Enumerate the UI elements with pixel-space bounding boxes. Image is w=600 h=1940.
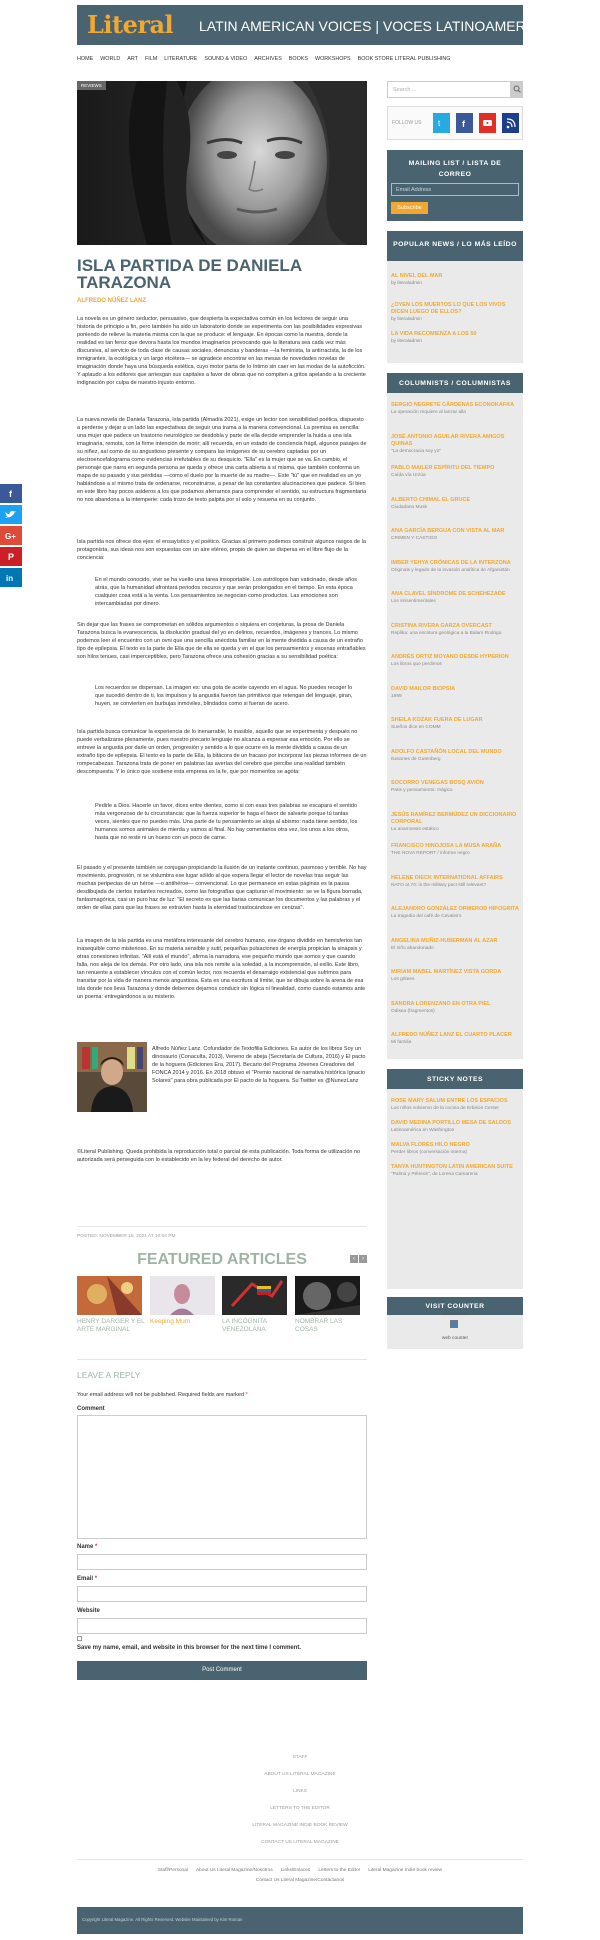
sticky-note-item[interactable] <box>391 1098 521 1112</box>
columnist-item-title[interactable]: IMBER YEHYA CRÓNICAS DE LA INTERZONA <box>391 559 511 566</box>
columnist-item[interactable] <box>391 812 521 833</box>
sticky-note-item[interactable] <box>391 1120 521 1134</box>
columnist-item-subtitle[interactable]: Odisea (fragmentos) <box>391 1008 435 1014</box>
save-info-checkbox[interactable] <box>77 1636 82 1641</box>
subscribe-button[interactable]: Subscribe <box>391 202 428 214</box>
popular-news-title: POPULAR NEWS / LO MÁS LEÍDO <box>387 231 523 261</box>
popular-news-item[interactable] <box>391 273 521 287</box>
rss-icon[interactable] <box>502 113 519 133</box>
columnist-item-title[interactable]: DAVID MAILOR BIOPSIA <box>391 685 456 692</box>
columnist-item-subtitle[interactable]: Ciudadano Musk <box>391 504 427 510</box>
footer-row-1 <box>77 1868 523 1873</box>
sticky-note-item-title[interactable]: ROSE MARY SALUM ENTRE LOS ESPACIOS <box>391 1098 508 1104</box>
reply-note-text: Your email address will not be published. Required fields are marked <box>77 1392 245 1398</box>
email-label <box>77 1576 97 1582</box>
nav-item-art[interactable]: ART <box>127 56 138 62</box>
email-label-text: Email <box>77 1576 94 1582</box>
svg-text:in: in <box>6 574 14 583</box>
columnists-title: COLUMNISTS / COLUMNISTAS <box>387 373 523 393</box>
footer-link-indie-review[interactable]: LITERAL MAGAZINE INDIE BOOK REVIEW <box>252 1823 348 1828</box>
columnist-item-title[interactable]: MIRIAM MABEL MARTÍNEZ VISTA GORDA <box>391 969 502 975</box>
columnist-item[interactable] <box>391 1032 521 1046</box>
columnist-item-subtitle[interactable]: La operación requiere al lanzar alla <box>391 410 466 415</box>
columnist-item-title[interactable]: SOCORRO VENEGAS BOSQ AVIÓN <box>391 780 484 786</box>
share-facebook-button[interactable] <box>0 484 22 503</box>
columnist-item[interactable] <box>391 686 521 700</box>
author-bio: Alfredo Núñez Lanz. Cofundador de Textofilia Ediciones. Es autor de los libros Soy un dinosaurio (Conaculta, 2013), Veneno de abeja (Secretaría de Cultura, 2016) y El pacto de la hoguera (Ediciones Era, 2017). Becario del Programa Jóvenes Creadores del FONCA 2014 y 2016. En 2018 obtuvo el "Premio nacional de narrativa histórica Ignacio Solares" para obra publicada por El pacto de la hoguera. Su Twitter es @NunezLanz <box>152 1046 366 1084</box>
columnist-item-subtitle[interactable]: La tragedia del café de Cavaleiro <box>391 914 462 919</box>
popular-news-item-title[interactable]: AL NIVEL DEL MAR <box>391 273 443 279</box>
columnist-item-title[interactable]: ANDRÉS ORTIZ MOYANO DESDE HYPERION <box>391 654 509 660</box>
sticky-notes-title: STICKY NOTES <box>387 1069 523 1089</box>
columnist-item-title[interactable]: SHEILA KOZAK FUERA DE LUGAR <box>391 717 483 723</box>
columnist-item-title[interactable]: ANA CLAVEL SÍNDROME DE SCHEHEZADE <box>391 591 506 597</box>
columnist-item-subtitle[interactable]: La anamnesis estático <box>391 826 439 832</box>
name-label <box>77 1544 97 1550</box>
reply-note <box>77 1392 248 1398</box>
columnist-item[interactable] <box>391 434 521 455</box>
featured-next-button[interactable]: › <box>359 1255 367 1263</box>
required-mark: * <box>95 1544 98 1550</box>
leave-reply-title: LEAVE A REPLY <box>77 1370 141 1380</box>
site-logo[interactable]: Literal <box>87 10 174 39</box>
columnist-item-subtitle[interactable]: Los gritees <box>391 977 415 982</box>
columnist-item-title[interactable]: SERGIO NEGRETE CÁRDENAS ECONOKAFKA <box>391 402 515 408</box>
columnist-item[interactable] <box>391 749 521 763</box>
columnist-item-title[interactable]: HELENE DIECK INTERNATIONAL AFFAIRS <box>391 874 503 881</box>
popular-news-item-subtitle[interactable]: by literaladmin <box>391 339 422 344</box>
article-paragraph-6: El pasado y el presente también se conjugan propiciando la ilusión de un instante continuo, pasmoso y terrible. No hay movimiento, progresión, ni se vislumbra ese lugar sólido al que espera llegar el lector de novelas tras seguir las muchas peripecias de un héroe —o antihéroe— convencional. Lo que permanece en estas páginas es la pausa desdibujada de ciertos instantes recreados, como las fotografías que capturan el movimiento: se ve la figura borrada, fantasmagórica, casi un puro haz de luz: "El secreto es que las tiarias comunican los documentos y las palabras y el orden de ellas para que las frases se extravíen hasta la eternidad trastocándose en cenizas". <box>77 865 367 911</box>
footer-row-link[interactable]: Staff/Personal <box>157 1868 188 1873</box>
columnist-item[interactable] <box>391 875 521 889</box>
site-tagline: LATIN AMERICAN VOICES | VOCES LATINOAMERICANAS <box>199 18 578 34</box>
columnist-item[interactable] <box>391 906 521 920</box>
share-pinterest-button[interactable] <box>0 547 22 566</box>
footer-link-letters[interactable]: LETTERS TO THE EDITOR <box>270 1806 330 1811</box>
columnist-item[interactable] <box>391 528 521 542</box>
post-date: POSTED: NOVEMBER 15, 2021 AT 10:04 PM <box>77 1234 176 1239</box>
copyright-note: ©Literal Publishing. Queda prohibida la reproducción total o parcial de esta publicación. Toda forma de utilización no autorizada será perseguida con lo establecido en la ley federal del derecho de autor. <box>77 1149 361 1163</box>
counter-caption[interactable]: web counter <box>441 1336 469 1341</box>
columnist-item[interactable] <box>391 591 521 605</box>
columnist-item-subtitle[interactable]: Replika: una escritura geológica a la Balam Rodrigo <box>391 630 502 636</box>
nav-item-books[interactable]: BOOKS <box>288 56 308 62</box>
columnist-item-subtitle[interactable]: Mi familia <box>391 1040 412 1045</box>
save-info-label: Save my name, email, and website in this browser for the next time I comment. <box>77 1645 302 1651</box>
columnist-item-subtitle[interactable]: Paris y pensamiento: mágico <box>391 788 453 793</box>
sticky-note-item-subtitle[interactable]: Los niños volvieron de la cocina de Erbison Center <box>391 1106 499 1111</box>
columnist-item[interactable] <box>391 843 521 857</box>
columnist-item[interactable] <box>391 623 521 637</box>
article-quote-3: Pedirle a Dios. Hacerle un favor, dices entre dientes, como si con esas tres palabras se escapara el sentido más vergonzoso de tu circunstancia: que la fuerza superior te haga el favor de salvarte porque tú tantas veces, sientes que no puedes más. Una parte de tu pensamiento se aloja al abismo: nada tiene sentido, los humanos somos animales de mierda y vamos al final. No hay comentarios otra vez, los unos a los otros, hasta que no reste ni un hueso con un poco de carne. <box>95 803 358 841</box>
sticky-note-item-title[interactable]: DAVID MEDINA PORTILLO MESA DE SALDOS <box>391 1120 511 1126</box>
required-mark: * <box>245 1392 248 1398</box>
svg-text:f: f <box>462 119 465 129</box>
footer-row-link[interactable]: Contact Us Literal Magazine/Contáctanos <box>255 1878 345 1883</box>
columnist-item-subtitle[interactable]: Originals y legado de la invasión analítica de Afganistán <box>391 567 510 573</box>
columnist-item-subtitle[interactable]: CRIMEN Y CASTIGO <box>391 536 438 541</box>
divider <box>77 1859 523 1860</box>
columnist-item-title[interactable]: JESÚS RAMÍREZ BERMÚDEZ UN DICCIONARIO CORPORAL <box>391 811 517 825</box>
comment-textarea[interactable] <box>77 1415 367 1539</box>
search-input[interactable]: Search ... <box>387 81 511 98</box>
article-paragraph-5: Isla partida busca comunicar la experiencia de lo inenarrable, lo inasible, aquello que se experimenta y después no puede verbalizarse plenamente, pues nuestro precario lenguaje no alcanza a expresar esa emoción. Por ello se entreve la angustia por darle un orden, progresión y sentido a lo que ocurre en la mente dividida a causa de un extraño tipo de epilepsia. El texto es la parte de Ella, la bitácora de un fracaso por incorporar las piezas informes de un rompecabezas. Tarazona trata de poner en palabras las averías del cerebro que percibe una realidad también descompuesta. Y lo único que sostiene esta empresa es la fe, que por momentos se agota: <box>77 729 367 775</box>
article-title: ISLA PARTIDA DE DANIELA TARAZONA <box>77 256 302 292</box>
nav-item-archives[interactable]: ARCHIVES <box>254 56 282 62</box>
nav-item-book-store[interactable]: BOOK STORE LITERAL PUBLISHING <box>357 56 451 62</box>
sticky-note-item-title[interactable]: MALVA FLORES HILO NEGRO <box>391 1142 470 1148</box>
sticky-note-item-subtitle[interactable]: Latinoamérica en Washington <box>391 1128 455 1133</box>
featured-image-4[interactable] <box>295 1276 360 1315</box>
footer-row-link[interactable]: Literal Magazine Indie book review <box>368 1868 443 1873</box>
footer-link-staff[interactable]: STAFF <box>292 1755 308 1760</box>
search-icon <box>511 81 523 98</box>
columnist-item-subtitle[interactable]: Sueños dice en COMM <box>391 725 441 730</box>
post-comment-button[interactable]: Post Comment <box>77 1661 367 1680</box>
name-input[interactable] <box>77 1554 367 1570</box>
columnist-item-subtitle[interactable]: Los libros que perdimos <box>391 662 442 667</box>
article-paragraph-2: La nueva novela de Daniela Tarazona, Isla partida (Almadía 2021), exige un lector con sensibilidad poética, dispuesto a perderse y dejar a un lado las expectativas de seguir una trama a la manera convencional. La premisa es sencilla: una mujer que padece un trastorno neurológico se desdobla y parte de ella decide emprender la huida a una isla imaginaria, remota, con la firme intención de morir; allí recuerda, en un estado de conciencia frágil, algunos pasajes de su niñez, así como de su angustioso presente y compara las imágenes de su cerebro captadas por un electroencefalograma como evidencias irrefutables de su desquicio. "Ella" es la mujer que se va. En cambio, el personaje que narra en segunda persona se queda y ofrece una carta abierta a sí misma, que también conforma un mapa de su pasado y sus pérdidas —como el duelo por la muerte de su madre—. Este "tú" que en realidad es un yo hablándose a sí mismo trata de ordenarse, reconstruirse, a pesar de las constantes alucinaciones que padece. Si bien en este libro hay pocos asideros a los que podamos aferrarnos para comprender el sentido, su estructura fragmentaria no nos abandona a la intemperie: cada trozo de texto palpita por sí solo y resuena en su conjunto. <box>77 417 367 503</box>
columnist-item-subtitle[interactable]: Ilusiones de Gutenberg <box>391 756 441 762</box>
sticky-notes-body <box>387 1089 523 1289</box>
nav-item-world[interactable]: WORLD <box>100 56 121 62</box>
article-quote-1: En el mundo conocido, vivir se ha vuelto una tarea insoportable. Los astrólogos han vaticinado, desde años atrás, que la humanidad afrontará periodos oscuros y que serán prolongados en el tiempo. En esta época cualquier cosa está a la venta. Los pensamientos se negocian como productos. Las emociones son intercambiadas por dinero. <box>95 577 358 607</box>
footer-row-link[interactable]: About Us Literal Magazine/Nosotros <box>195 1868 273 1873</box>
featured-prev-button[interactable]: ‹ <box>350 1255 358 1263</box>
columnist-item-title[interactable]: ANGELINA MUÑIZ-HUBERMAN AL AZAR <box>391 937 498 944</box>
popular-news-item-subtitle[interactable]: by literaladmin <box>391 317 422 322</box>
nav-item-home[interactable]: HOME <box>77 56 94 62</box>
sticky-note-item-subtitle[interactable]: "Palma y Pétreos", de Lorena Camarena <box>391 1172 478 1177</box>
article-paragraph-1: La novela es un género seductor, persuasivo, que despierta la expectativa común en los lectores de seguir una historia de principio a fin, pero también ha sido un laboratorio donde se experimenta con las posibilidades expresivas poniendo de relieve la materia misma con la que se produce: el lenguaje. En épocas como la nuestra, donde la realidad es tan feroz que devora hasta los mundos imaginarios provocando que la literatura sea cada vez más discursiva, al servicio de toda clase de causas sociales, denuncias y banderas —la feminista, la antirracista, la de los inmigrantes, la ecológica y un largo etcétera— se agradece encontrar en las mesas de novedades novelas de imaginación donde haya una búsqueda estética, cuyo motor parta de lo íntimo sin caer en las modas de la autoficción. Y aplaudo a los editores que arriesgan sus capitales a favor de obras que no compiten a gritos apelando a la creciente indignación por culpa de nuestro injusto entorno. <box>77 316 366 386</box>
footer-row-2 <box>77 1878 523 1883</box>
columnist-item[interactable] <box>391 780 521 794</box>
copyright-bar <box>77 1907 523 1934</box>
comment-label: Comment <box>77 1406 105 1412</box>
footer-link-about[interactable]: ABOUT US LITERAL MAGAZINE <box>264 1772 336 1777</box>
website-label: Website <box>77 1608 100 1614</box>
columnist-item-subtitle[interactable]: 1989 <box>391 693 402 699</box>
columnist-item-subtitle[interactable]: THE NOVA REPORT / informe negro <box>391 851 470 856</box>
footer-row-link[interactable]: Links/Enlaces <box>280 1868 311 1873</box>
featured-label-1[interactable]: HENRY DARGER Y EL ARTE MARGINAL <box>77 1318 145 1333</box>
site-header <box>77 5 578 45</box>
columnist-item[interactable] <box>391 560 521 574</box>
article-paragraph-7: La imagen de la isla partida es una metáfora interesante del cerebro humano, ese órgano dividido en hemisferios tan inasequible como misterioso. En su materia sensible y sutil, pequeñas pulsaciones de energía propician la sinapsis y otras conexiones infinitas. "Allí está el mundo", afirma la narradora, ese pequeño mundo que somos y que cuando falla, nos aleja de los demás. Por otro lado, una isla nos remite a la soledad, a la incomprensión, al exilio. Este libro, tan renuente a establecer vínculos con el común lector, nos recuerda el desarraigo existencial que sufrimos para transitar por la vida de manera menos angustiosa. Esta es una escritura al límite, que se dibuja sobre la arena de esa isla donde nos lleva Tarazona y donde debemos dejarnos conducir sin lógica ni linealidad, como cuando estamos ante un poema: entregándonos a su misterio. <box>77 938 366 1000</box>
columnist-item-subtitle[interactable]: "La democracia soy yo" <box>391 448 442 454</box>
popular-news-item-title[interactable]: LA VIDA RECOMIENZA A LOS 50 <box>391 331 477 337</box>
divider <box>77 1226 367 1227</box>
columnist-item-title[interactable]: ADOLFO CASTAÑÓN LOCAL DEL MUNDO <box>391 748 502 755</box>
featured-image-1[interactable] <box>77 1276 142 1315</box>
share-linkedin-button[interactable] <box>0 568 22 587</box>
nav-item-film[interactable]: FILM <box>144 56 158 62</box>
featured-label-4[interactable]: NOMBRAR LAS COSAS <box>295 1318 343 1333</box>
columnist-item[interactable] <box>391 1001 521 1015</box>
author-photo <box>77 1042 147 1112</box>
article-quote-2: Los recuerdos se dispersan. La imagen es: una gota de aceite cayendo en el agua. No puedes recoger lo que sucedió dentro de ti, los impulsos y la angustia fueron tan primitivos que retengan del lenguaje, giran, huyen, se convierten en burbujas inmóviles, blindados como si fueran de acero. <box>95 685 353 707</box>
youtube-icon[interactable] <box>479 113 496 133</box>
columnist-item[interactable] <box>391 497 521 511</box>
counter-image-icon <box>450 1320 458 1328</box>
columnist-item[interactable] <box>391 402 521 416</box>
columnist-item-title[interactable]: ALEJANDRO GONZÁLEZ ORMEROD HIPOGRITA <box>391 906 519 912</box>
columnist-item[interactable] <box>391 465 521 479</box>
popular-news-item-subtitle[interactable]: by literaladmin <box>391 281 422 286</box>
columnist-item-title[interactable]: ANA GARCÍA BERGUA CON VISTA AL MAR <box>391 528 505 534</box>
copyright-text: Copyright Literal Magazine. All Rights Reserved. Website Maintained by Kim Roman <box>82 1917 243 1922</box>
counter-alt-text: web counter <box>441 1312 469 1317</box>
facebook-icon[interactable] <box>456 113 473 133</box>
required-mark: * <box>94 1576 98 1582</box>
nav-item-sound-video[interactable]: SOUND & VIDEO <box>204 56 248 62</box>
name-label-text: Name <box>77 1544 94 1550</box>
columnist-item-title[interactable]: ALFREDO NÚÑEZ LANZ EL CUARTO PLACER <box>391 1032 512 1038</box>
columnist-item-title[interactable]: FRANCISCO HINOJOSA LA MUSA ARAÑA <box>391 843 502 849</box>
article-author[interactable]: ALFREDO NÚÑEZ LANZ <box>77 298 146 304</box>
columnist-item[interactable] <box>391 717 521 731</box>
featured-label-3[interactable]: LA INCÓGNITA VENEZOLANA <box>222 1318 267 1333</box>
featured-image-3[interactable] <box>222 1276 287 1315</box>
sticky-note-item-subtitle[interactable]: Perder libros (conversación interna) <box>391 1150 467 1155</box>
featured-image-2[interactable] <box>150 1276 215 1315</box>
sticky-note-item[interactable] <box>391 1142 521 1156</box>
search-button[interactable] <box>511 81 523 98</box>
article-paragraph-3: Isla partida nos ofrece dos ejes: el ensayístico y el poético. Gracias al primero podemos construir algunos rasgos de la protagonista, sus ideas nos son expuestas con un aire etéreo, propio de quien se dispersa en el libre flujo de la conciencia: <box>77 539 366 561</box>
nav-item-literature[interactable]: LITERATURE <box>164 56 198 62</box>
visit-counter-title: VISIT COUNTER <box>387 1297 523 1315</box>
columnist-item-subtitle[interactable]: Caída vía Urzúa <box>391 473 426 478</box>
category-badge[interactable]: REVIEWS <box>77 81 106 90</box>
columnist-item-title[interactable]: CRISTINA RIVERA GARZA OVERCAST <box>391 622 492 629</box>
footer-link-links[interactable]: LINKS <box>293 1789 307 1794</box>
share-google-plus-button[interactable] <box>0 526 22 545</box>
svg-text:t: t <box>438 119 441 128</box>
share-twitter-button[interactable] <box>0 505 22 524</box>
columnist-item-subtitle[interactable]: Los sinsentimentales <box>391 599 436 604</box>
svg-text:P: P <box>8 552 15 562</box>
popular-news-item-title[interactable]: ¿OYEN LOS MUERTOS LO QUE LOS VIVOS DICEN LUEGO DE ELLOS? <box>391 302 506 315</box>
sticky-note-item[interactable] <box>391 1164 521 1178</box>
columnist-item[interactable] <box>391 969 521 983</box>
svg-text:G+: G+ <box>5 532 16 541</box>
columnist-item-subtitle[interactable]: NATO at 70: is the military pact still relevant? <box>391 882 487 888</box>
popular-news-item[interactable] <box>391 302 521 323</box>
popular-news-item[interactable] <box>391 331 521 345</box>
hero-image <box>77 81 367 245</box>
columnist-item[interactable] <box>391 654 521 668</box>
email-input[interactable] <box>77 1586 367 1602</box>
columnist-item-title[interactable]: SANDRA LORENZANO EN OTRA PIEL <box>391 1000 491 1007</box>
main-nav <box>77 52 523 66</box>
follow-us-label: FOLLOW US <box>392 120 422 126</box>
columnist-item-title[interactable]: JOSÉ ANTONIO AGUILAR RIVERA AMIGOS QUINAS <box>391 433 505 447</box>
columnist-item[interactable] <box>391 938 521 952</box>
footer-link-contact[interactable]: CONTACT US LITERAL MAGAZINE <box>261 1840 339 1845</box>
svg-text:f: f <box>9 489 12 499</box>
article-paragraph-4: Sin dejar que las frases se comprometan en sólidos argumentos o siquiera en conjeturas, la prosa de Daniela Tarazona busca la evanescencia, la disolución gradual del yo en delirios, recuerdos, imágenes y trances. Lo mismo podemos leer el encuentro con un ovni que una sencilla anécdota familiar en la mente dividida a causa de un extraño tipo de epilepsia. El texto es la parte de Ella que de ella se queda y en el que los pensamientos y escenas entrañables son hilos tenues, casi imperceptibles, pero Tarazona ofrece una cohesión gracias a su sensibilidad poética: <box>77 622 366 660</box>
featured-label-2[interactable]: Keeping Mum <box>150 1318 191 1325</box>
mailing-email-input[interactable]: Email Address <box>391 183 519 196</box>
columnist-item-title[interactable]: ALBERTO CHIMAL EL GRUCE <box>391 496 471 503</box>
sticky-note-item-title[interactable]: TANYA HUNTINGTON LATIN AMERICAN SUITE <box>391 1164 513 1170</box>
columnist-item-subtitle[interactable]: El niño abandonado <box>391 945 434 951</box>
mailing-list-title: MAILING LIST / LISTA DE CORREO <box>387 150 523 179</box>
nav-item-workshops[interactable]: WORKSHOPS <box>314 56 351 62</box>
website-input[interactable] <box>77 1618 367 1634</box>
columnist-item-title[interactable]: PABLO MAILER ESPÍRITU DEL TIEMPO <box>391 465 495 471</box>
twitter-icon[interactable] <box>433 113 450 133</box>
featured-articles-title: FEATURED ARTICLES <box>137 1251 307 1268</box>
footer-row-link[interactable]: Letters to the Editor <box>318 1868 361 1873</box>
divider <box>77 1359 367 1360</box>
